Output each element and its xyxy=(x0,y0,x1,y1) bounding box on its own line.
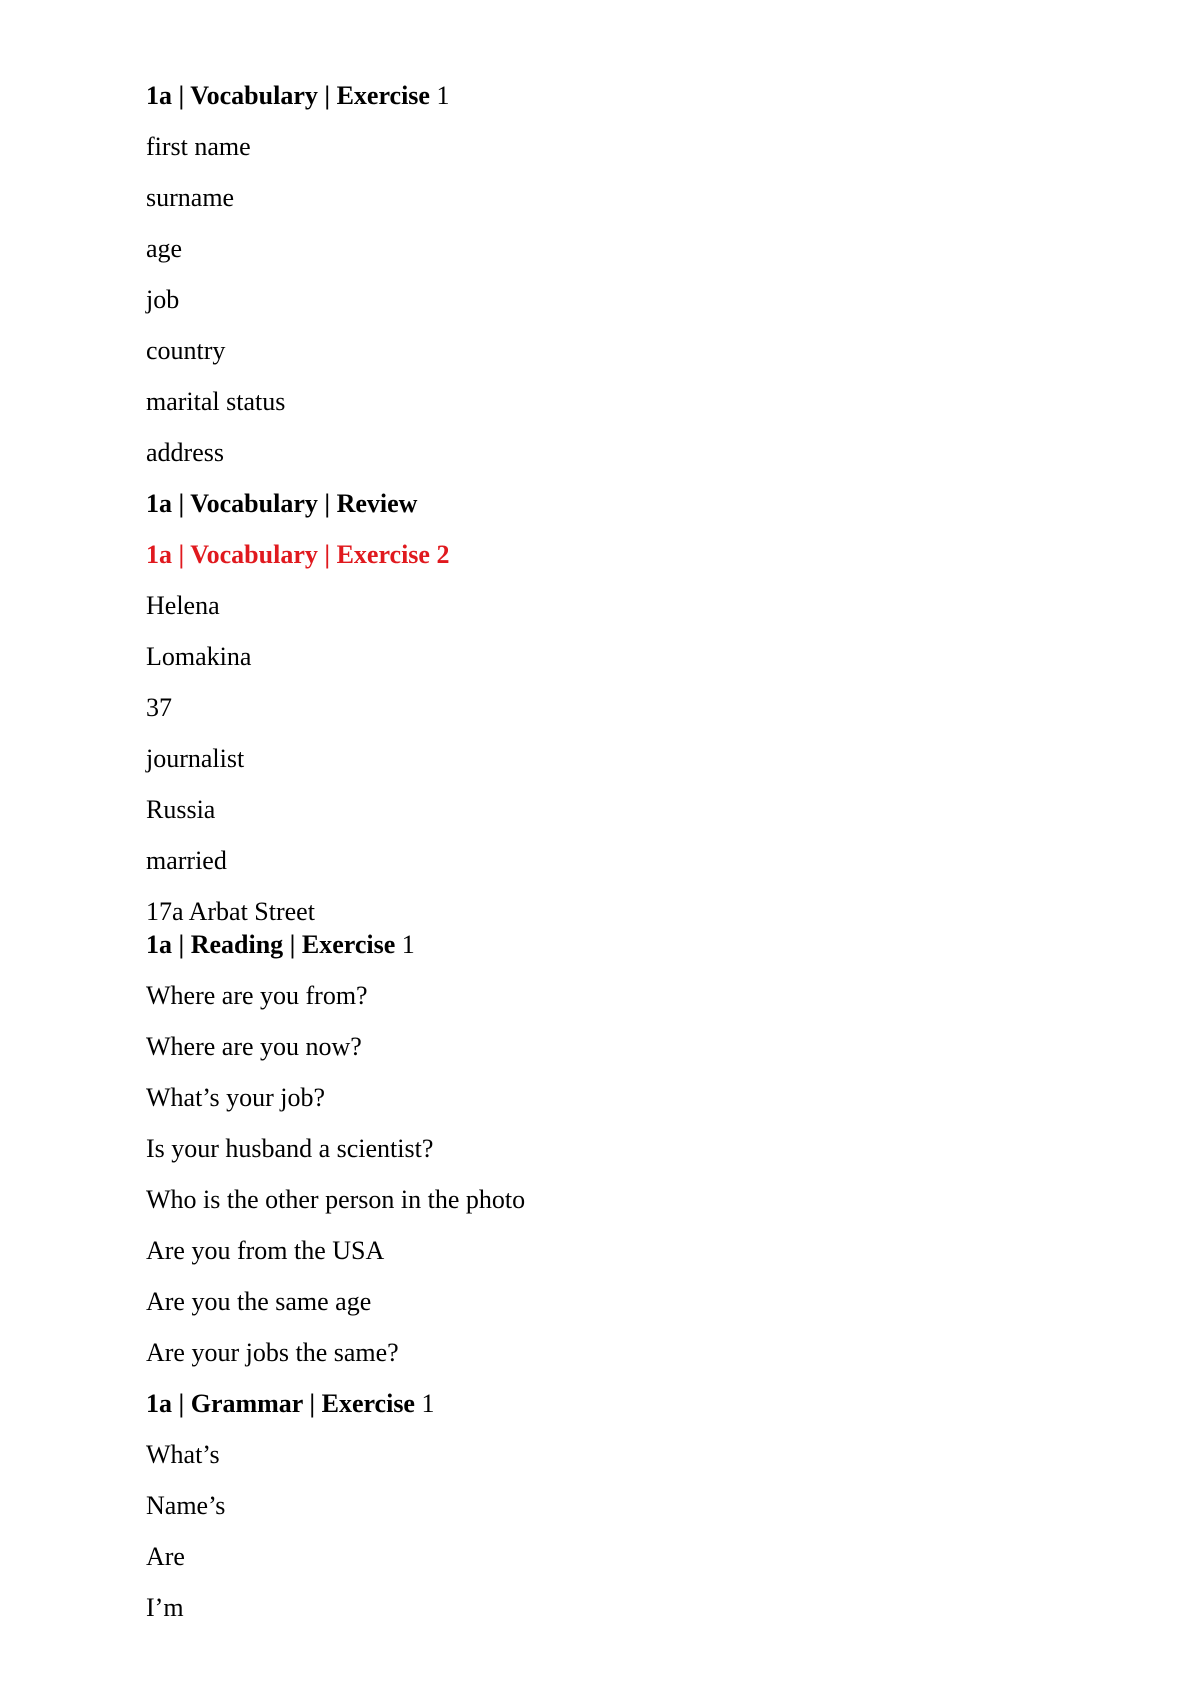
section-heading-grammar-exercise-1: 1a | Grammar | Exercise 1 xyxy=(146,1389,435,1418)
answer-line: I’m xyxy=(146,1593,184,1622)
answer-line: Russia xyxy=(146,795,216,824)
section-heading-vocabulary-review: 1a | Vocabulary | Review xyxy=(146,489,418,518)
answer-line: Where are you from? xyxy=(146,981,368,1010)
answer-line: first name xyxy=(146,132,251,161)
answer-line: surname xyxy=(146,183,235,212)
answer-line: Is your husband a scientist? xyxy=(146,1134,434,1163)
answer-line: 37 xyxy=(146,693,172,722)
answer-line: 17a Arbat Street xyxy=(146,897,315,926)
answer-line: What’s your job? xyxy=(146,1083,326,1112)
answer-line: Name’s xyxy=(146,1491,226,1520)
answer-line: address xyxy=(146,438,224,467)
answer-line: job xyxy=(146,285,180,314)
answer-line: Are you the same age xyxy=(146,1287,372,1316)
section-heading-vocabulary-exercise-1: 1a | Vocabulary | Exercise 1 xyxy=(146,81,450,110)
answer-line: Are your jobs the same? xyxy=(146,1338,399,1367)
answer-line: Helena xyxy=(146,591,220,620)
section-heading-vocabulary-exercise-2: 1a | Vocabulary | Exercise 2 xyxy=(146,540,450,569)
answer-line: What’s xyxy=(146,1440,220,1469)
answer-line: Are you from the USA xyxy=(146,1236,385,1265)
answer-line: age xyxy=(146,234,183,263)
answer-line: marital status xyxy=(146,387,286,416)
answer-line: Where are you now? xyxy=(146,1032,362,1061)
answer-line: Are xyxy=(146,1542,185,1571)
section-heading-reading-exercise-1: 1a | Reading | Exercise 1 xyxy=(146,930,415,959)
answer-line: Lomakina xyxy=(146,642,252,671)
answer-line: Who is the other person in the photo xyxy=(146,1185,526,1214)
answer-line: country xyxy=(146,336,226,365)
answer-line: married xyxy=(146,846,227,875)
answer-line: journalist xyxy=(146,744,245,773)
